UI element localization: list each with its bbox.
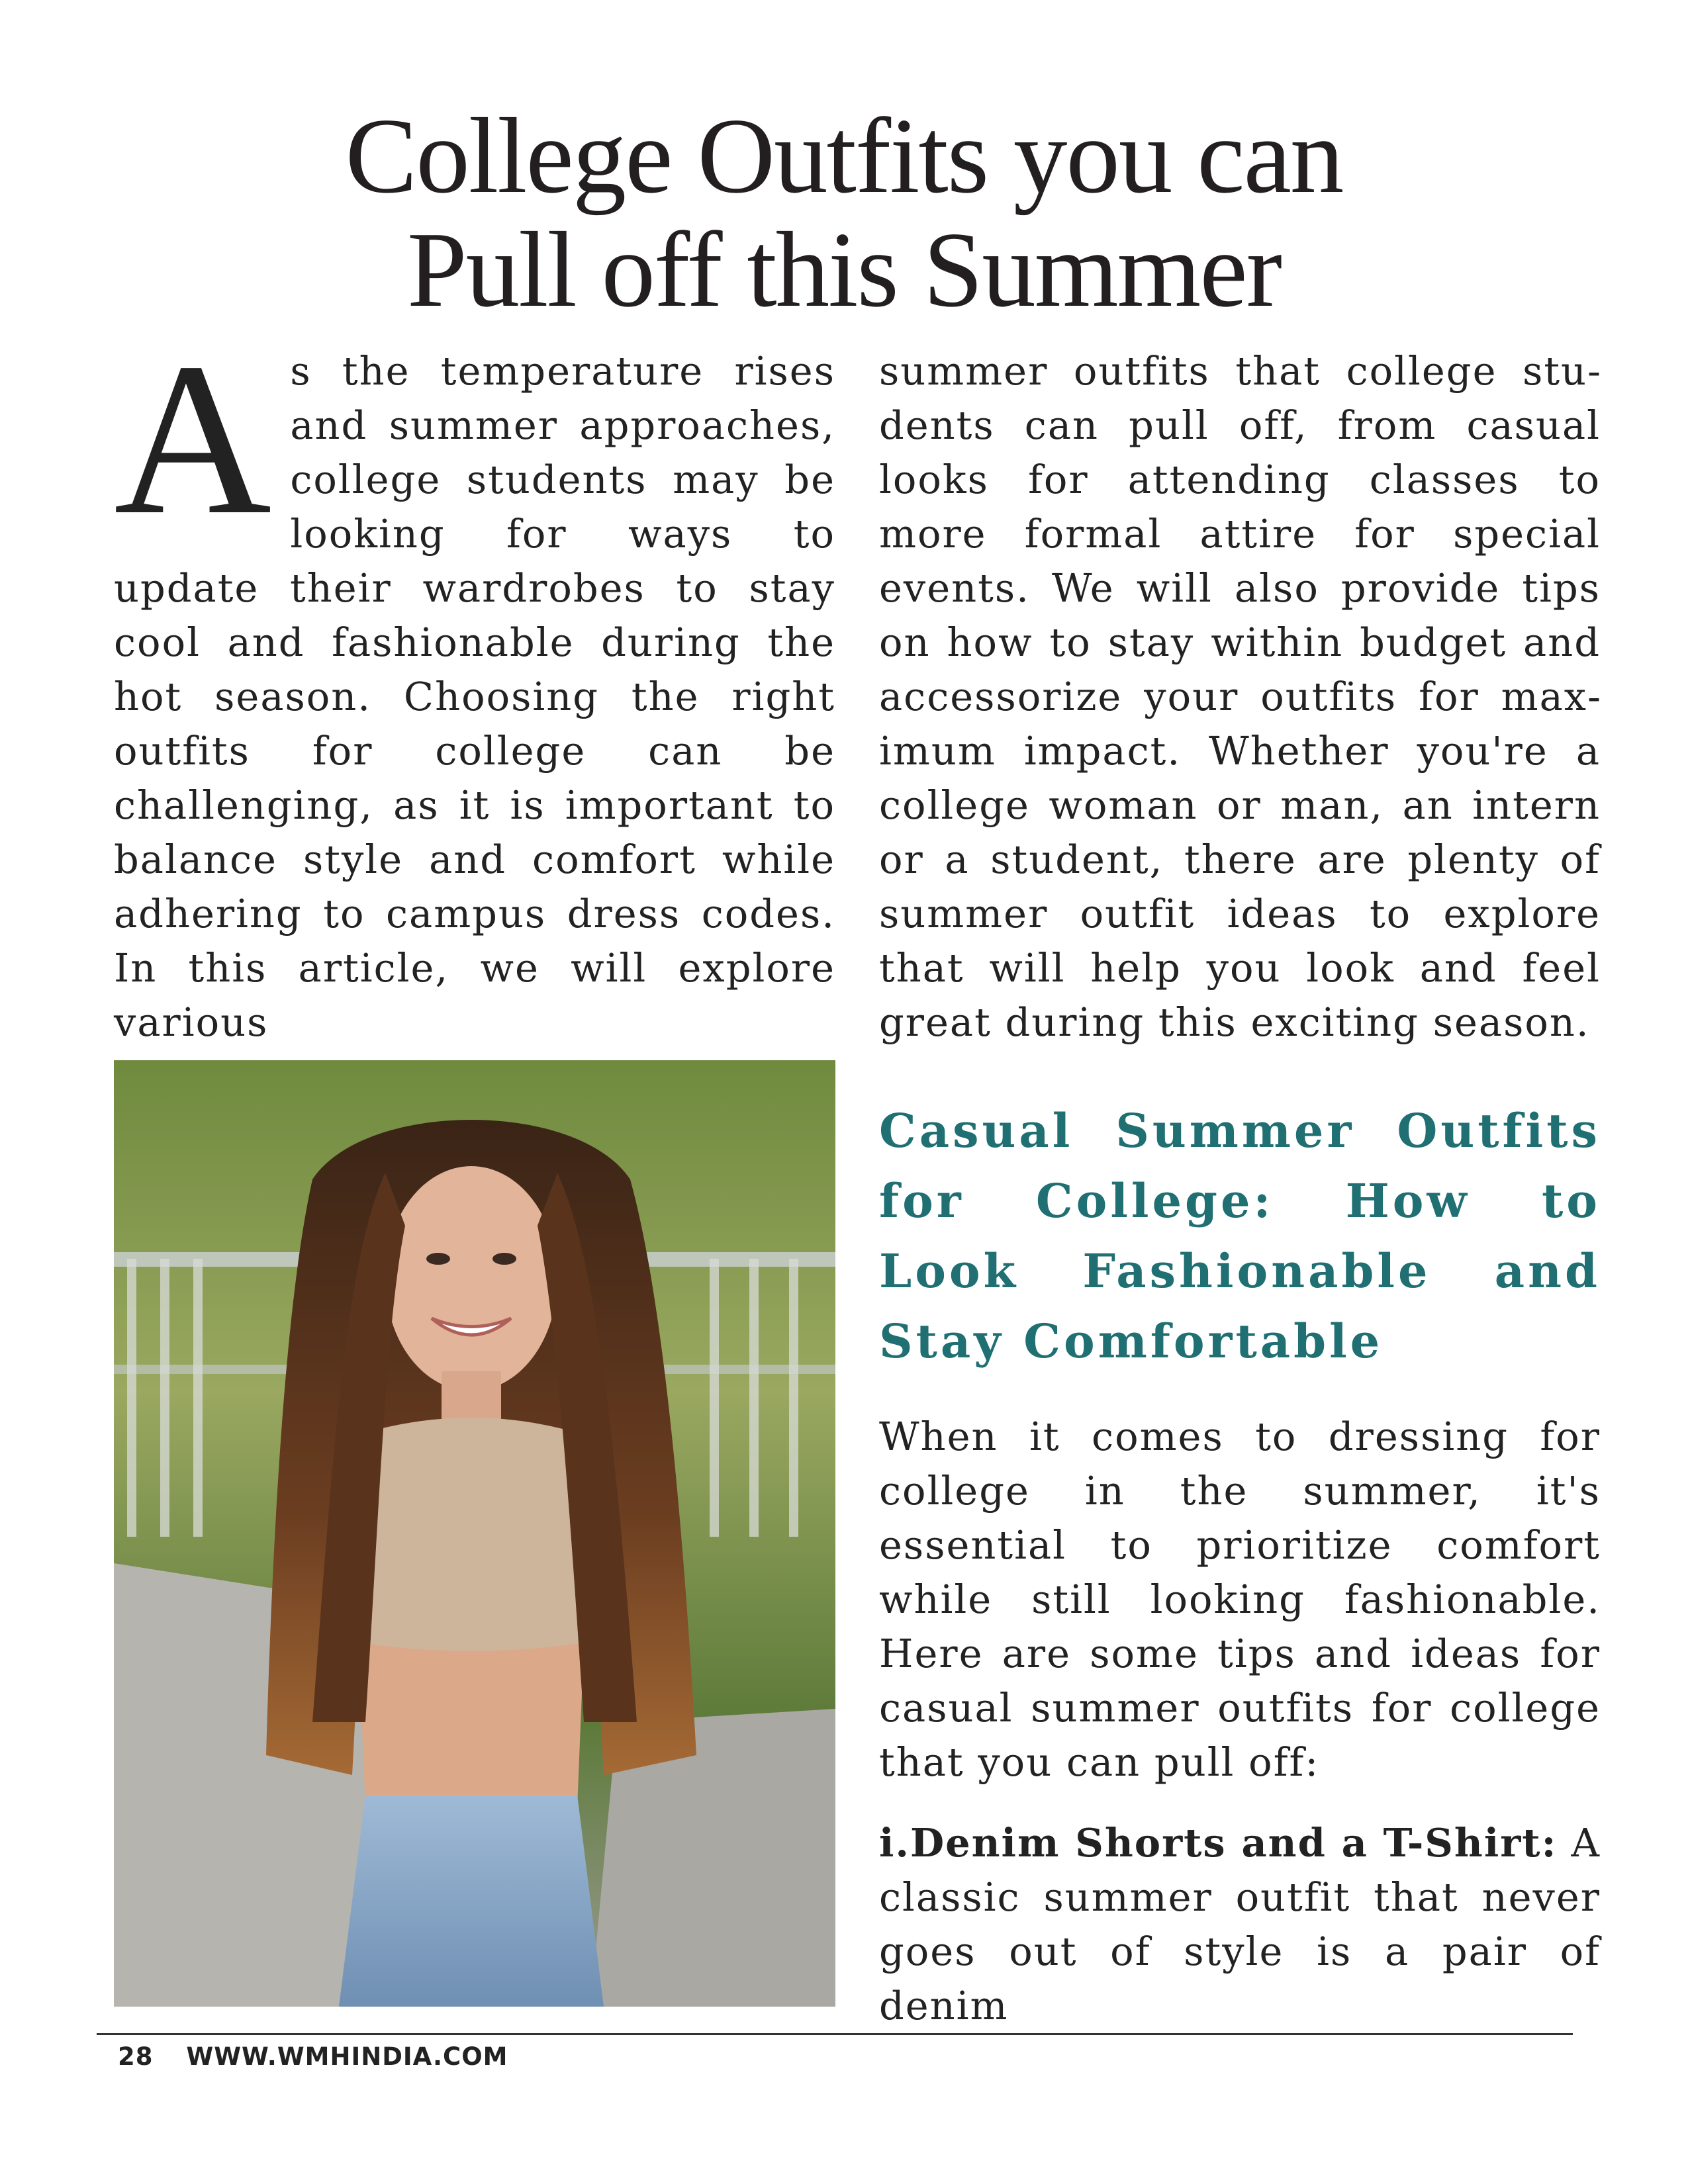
eye-left bbox=[426, 1253, 450, 1265]
intro-paragraph-left bbox=[114, 318, 835, 1050]
list-item bbox=[879, 1816, 1601, 2033]
title-line-1: College Outfits you can bbox=[345, 97, 1343, 216]
crop-top bbox=[352, 1418, 590, 1653]
left-column bbox=[114, 318, 835, 1050]
denim-shorts bbox=[339, 1795, 604, 2007]
list-item-label: i.Denim Shorts and a T-Shirt: bbox=[879, 1820, 1558, 1866]
page-footer bbox=[118, 2042, 508, 2071]
intro-paragraph-right: summer outfits that college students can pull off, from casual looks for attending classes to more formal attire for special events. We will also provide tips on how to stay within budget and accessorize your outfits for maximum impact. Whether you're a college woman or man, an intern or a student, there are plenty of summer outfit ideas to explore that will help you look and feel great during this exciting season. bbox=[879, 348, 1601, 1045]
right-column bbox=[879, 344, 1601, 2033]
list-item-text: A classic summer outfit that never goes out of style is a pair of denim bbox=[879, 1820, 1601, 2028]
page-number: 28 bbox=[118, 2042, 154, 2071]
intro-left-text: s the temperature rises and summer approaches, college students may be looking for ways to update their wardrobes to stay cool and fashionable during the hot season. Choosing the right outfits for college can be challenging, as it is important to balance style and comfort while adhering to campus dress codes. In this article, we will explore various bbox=[114, 348, 835, 1045]
face bbox=[385, 1166, 557, 1391]
website-link[interactable]: WWW.WMHINDIA.COM bbox=[186, 2042, 508, 2071]
body-paragraph: When it comes to dressing for college in the summer, it's essential to prioritize comfort while still looking fashionable. Here are some tips and ideas for casual summer outfits for college that you can pull off: bbox=[879, 1414, 1601, 1785]
photo-illustration bbox=[114, 1060, 835, 2007]
title-line-2: Pull off this Summer bbox=[407, 210, 1281, 330]
footer-divider bbox=[97, 2033, 1573, 2035]
article-title bbox=[0, 97, 1688, 330]
eye-right bbox=[492, 1253, 516, 1265]
model-photo bbox=[114, 1060, 835, 2007]
section-heading: Casual Summer Outfits for College: How to Look Fashionable and Stay Comfortable bbox=[879, 1103, 1601, 1369]
midriff bbox=[359, 1643, 584, 1808]
drop-cap: A bbox=[114, 318, 273, 560]
